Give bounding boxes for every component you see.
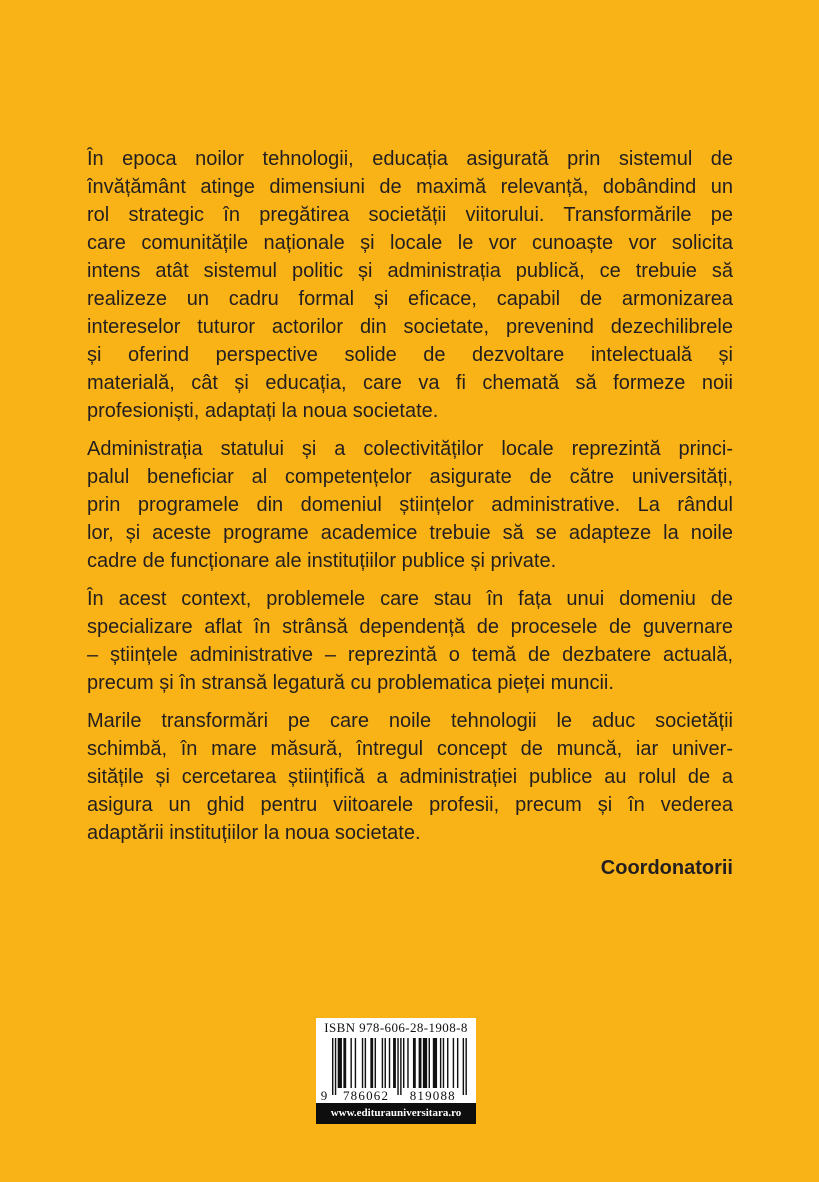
paragraph-4 xyxy=(87,707,733,847)
barcode-guard-bar xyxy=(332,1038,333,1095)
text-line: precum și în stransă legatură cu problematica pieței muncii. xyxy=(87,672,614,694)
text-line: asigura un ghid pentru viitoarele profesii, precum și în vederea xyxy=(87,794,733,816)
paragraph-3 xyxy=(87,585,733,697)
isbn-label: ISBN 978-606-28-1908-8 xyxy=(324,1020,468,1035)
barcode-guard-bar xyxy=(335,1038,336,1095)
barcode-bar xyxy=(385,1038,386,1088)
barcode-right-digits: 819088 xyxy=(409,1088,456,1103)
barcode-bar xyxy=(355,1038,356,1088)
text-line: specializare aflat în strânsă dependență de procesele de guvernare xyxy=(87,616,733,638)
barcode-guard-bar xyxy=(397,1038,398,1095)
text-line: Administrația statului și a colectivităților locale reprezintă princi- xyxy=(87,438,733,460)
barcode-bar xyxy=(362,1038,363,1088)
barcode-bar xyxy=(440,1038,441,1088)
text-line: lor, și aceste programe academice trebuie să se adapteze la noile xyxy=(87,522,733,544)
isbn-barcode xyxy=(316,1018,476,1124)
text-line: În acest context, problemele care stau în fața unui domeniu de xyxy=(87,588,733,610)
barcode-bar xyxy=(370,1038,373,1088)
text-line: învățământ atinge dimensiuni de maximă relevanță, dobândind un xyxy=(87,176,733,198)
barcode-bar xyxy=(338,1038,342,1088)
text-line: adaptării instituțiilor la noua societate. xyxy=(87,822,421,844)
barcode-bar xyxy=(433,1038,437,1088)
barcode-bar xyxy=(393,1038,396,1088)
barcode-guard-bar xyxy=(400,1038,401,1095)
text-line: palul beneficiar al competențelor asigurate de către universități, xyxy=(87,466,733,488)
barcode-bar xyxy=(382,1038,383,1088)
barcode-left-digits: 786062 xyxy=(342,1088,390,1103)
text-line: realizeze un cadru formal și eficace, capabil de armonizarea xyxy=(87,288,733,310)
text-line: rol strategic în pregătirea societății viitorului. Transformările pe xyxy=(87,204,733,226)
barcode-guard-bar xyxy=(463,1038,464,1095)
text-line: materială, cât și educația, care va fi chemată să formeze noii xyxy=(87,372,733,394)
barcode-bar xyxy=(419,1038,422,1088)
text-line: schimbă, în mare măsură, întregul concept de muncă, iar univer- xyxy=(87,738,733,760)
barcode-bar xyxy=(457,1038,458,1088)
barcode-bar xyxy=(429,1038,430,1088)
cover-text xyxy=(87,145,733,882)
paragraph-1 xyxy=(87,145,733,425)
text-line: care comunitățile naționale și locale le vor cunoaște vor solicita xyxy=(87,232,733,254)
text-line: sitățile și cercetarea științifică a administrației publice au rolul de a xyxy=(87,766,733,788)
text-line: și oferind perspective solide de dezvoltare intelectuală și xyxy=(87,344,733,366)
barcode-bar xyxy=(350,1038,351,1088)
barcode-bar xyxy=(423,1038,427,1088)
barcode-bar xyxy=(389,1038,390,1088)
signature: Coordonatorii xyxy=(600,857,733,879)
text-line: În epoca noilor tehnologii, educația asigurată prin sistemul de xyxy=(87,148,733,170)
barcode-bar xyxy=(403,1038,404,1088)
barcode-bar xyxy=(453,1038,454,1088)
publisher-url: www.editurauniversitara.ro xyxy=(316,1103,476,1124)
barcode-bar xyxy=(375,1038,376,1088)
barcode-bars xyxy=(332,1038,467,1095)
barcode-first-digit: 9 xyxy=(320,1088,328,1103)
barcode-bar xyxy=(413,1038,416,1088)
text-line: cadre de funcționare ale instituțiilor publice și private. xyxy=(87,550,557,572)
text-line: intereselor tuturor actorilor din societate, prevenind dezechilibrele xyxy=(87,316,733,338)
text-line: profesioniști, adaptați la noua societate. xyxy=(87,400,439,422)
text-line: – științele administrative – reprezintă o temă de dezbatere actuală, xyxy=(87,644,733,666)
barcode-bar xyxy=(343,1038,346,1088)
barcode-bar xyxy=(365,1038,366,1088)
text-line: Marile transformări pe care noile tehnologii le aduc societății xyxy=(87,710,733,732)
barcode-bar xyxy=(447,1038,448,1088)
barcode-bar xyxy=(443,1038,444,1088)
barcode-bar xyxy=(407,1038,408,1088)
paragraph-2 xyxy=(87,435,733,575)
text-line: intens atât sistemul politic și administrația publică, ce trebuie să xyxy=(87,260,733,282)
text-line: prin programele din domeniul științelor administrative. La rândul xyxy=(87,494,733,516)
barcode-guard-bar xyxy=(465,1038,466,1095)
